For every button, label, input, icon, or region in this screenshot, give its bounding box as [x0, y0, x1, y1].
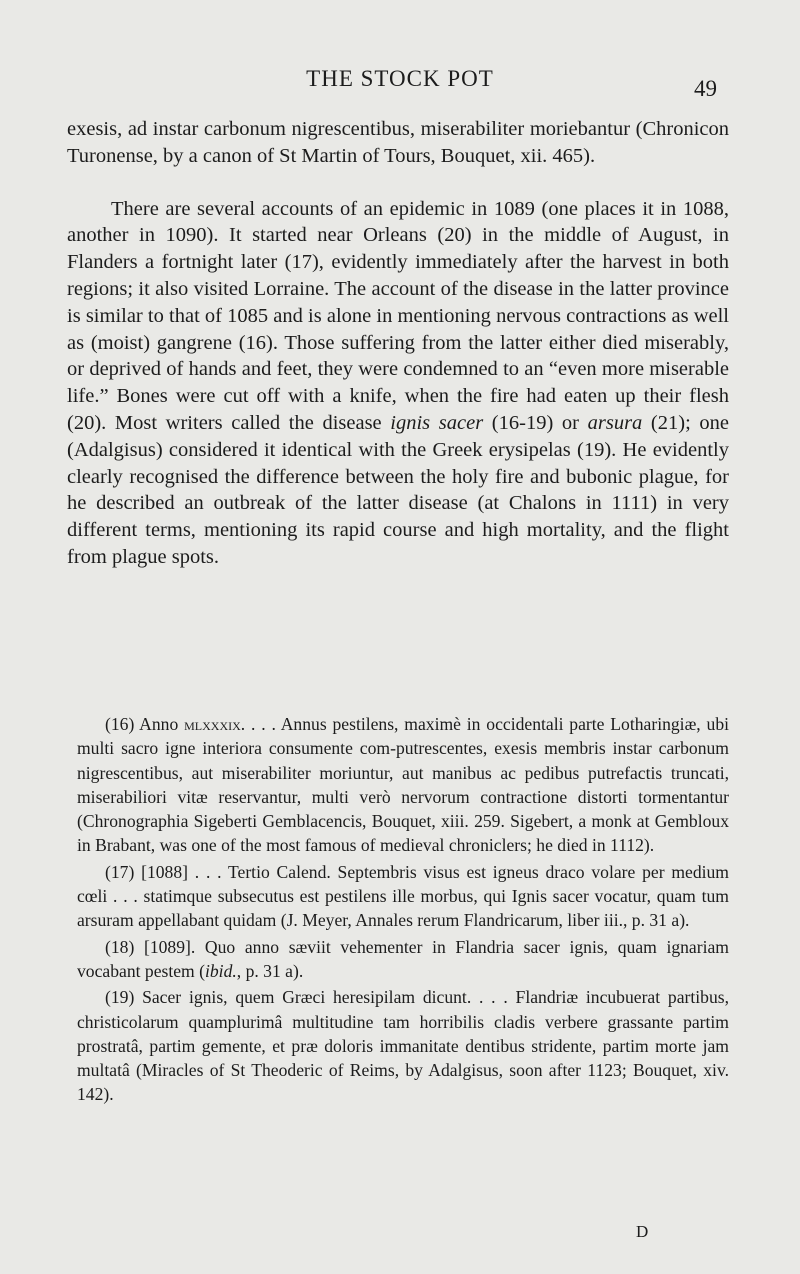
page-number: 49: [694, 76, 717, 101]
body-text: [67, 116, 729, 571]
main-text-part-1: There are several accounts of an epidemic in 1089 (one places it in 1088, another in 1090). It started near Orleans (20) in the middle of August, in Flanders a fortnight later (17), evidently immediately after the harvest in both regions; it also visited Lorraine. The account of the disease in the latter province is similar to that of 1085 and is alone in mentioning nervous contractions as well as (moist) gangrene (16). Those suffering from the latter either died miserably, or deprived of hands and feet, they were condemned to an “even more miserable life.” Bones were cut off with a knife, when the fire had eaten up their flesh (20). Most writers called the disease: [67, 197, 729, 434]
note-16-text: . . . . Annus pestilens, maximè in occidentali parte Lotharingiæ, ubi multi sacro igne interiora consumente com-putrescentes, exesis membris instar carbonum nigrescentibus, aut miserabiliter moriuntur, aut manibus ac pedibus putrefactis truncati, miserabiliori vitæ reservantur, multi verò nervorum contractione distorti tormentantur (Chronographia Sigeberti Gemblacencis, Bouquet, xiii. 259. Sigebert, a monk at Gembloux in Brabant, was one of the most famous of medieval chroniclers; he died in 1112).: [77, 714, 730, 856]
main-paragraph: [67, 196, 729, 571]
main-text-part-2: (16-19) or: [483, 411, 588, 434]
signature-mark: D: [636, 1222, 649, 1241]
note-17: (17) [1088] . . . Tertio Calend. Septembris visus est igneus draco volare per medium cœli . . . statimque subsecutus est pestilens ille morbus, qui Ignis sacer vocatur, quam tum arsuram appellabant quidam (J. Meyer, Annales rerum Flandricarum, liber iii., p. 31 a).: [77, 861, 729, 931]
note-18: [77, 935, 729, 984]
footnotes: [77, 712, 729, 1109]
term-ignis-sacer: ignis sacer: [390, 411, 484, 434]
running-title: THE STOCK POT: [306, 66, 494, 91]
intro-paragraph: exesis, ad instar carbonum nigrescentibus, miserabiliter moriebantur (Chronicon Turonense, by a canon of St Martin of Tours, Bouquet, xii. 465).: [67, 118, 729, 167]
note-18-text: (18) [1089]. Quo anno sæviit vehementer in Flandria sacer ignis, quam ignariam vocabant pestem (: [77, 936, 729, 981]
note-19: (19) Sacer ignis, quem Græci heresipilam dicunt. . . . Flandriæ incubuerat partibus, christicolarum quamplurimâ multitudine tam horribilis cladis verbere grassante partim prostratâ, partim gemente, et præ doloris immanitate dentibus stridente, partim morte jam multatâ (Miracles of St Theoderic of Reims, by Adalgisus, soon after 1123; Bouquet, xiv. 142).: [77, 987, 729, 1105]
note-18-citation: , p. 31 a).: [236, 960, 304, 981]
term-arsura: arsura: [587, 411, 643, 434]
note-18-ibid: ibid.: [205, 960, 237, 981]
main-text-part-3: (21); one (Adalgisus) considered it identical with the Greek erysipelas (19). He evidently clearly recognised the difference between the holy fire and bubonic plague, for he described an outbreak of the latter disease (at Chalons in 1111) in very different terms, mentioning its rapid course and high mortality, and the flight from plague spots.: [67, 411, 730, 568]
note-16: [77, 712, 729, 858]
note-16-year: mlxxxix: [184, 714, 241, 734]
note-16-label: (16) Anno: [105, 714, 185, 734]
